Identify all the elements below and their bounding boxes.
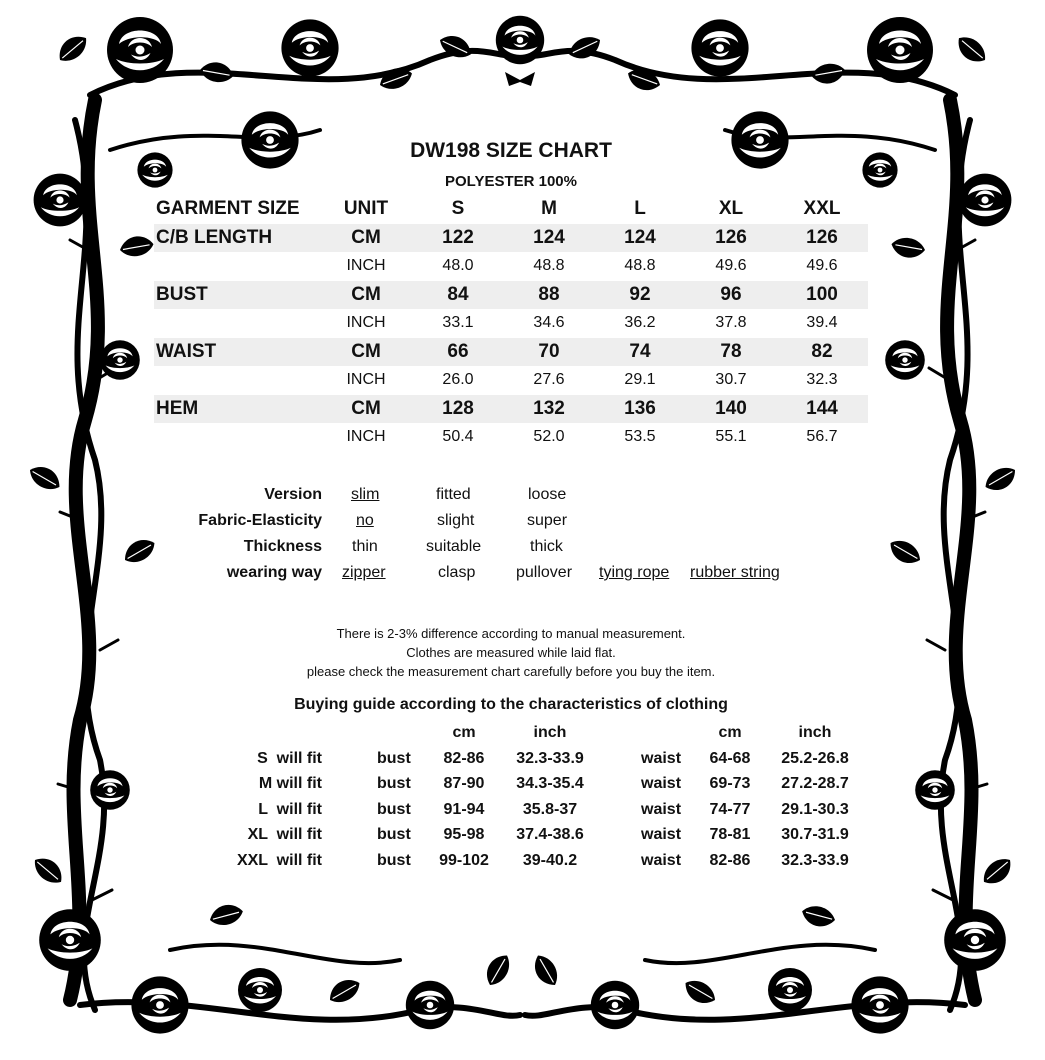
bust-label: bust (377, 749, 411, 767)
size-table-header (154, 195, 868, 224)
waist-inch: 29.1-30.3 (781, 800, 849, 818)
waist-label: waist (641, 826, 682, 843)
attribute-option-selected: tying rope (599, 564, 670, 581)
waist-cm: 69-73 (709, 775, 751, 792)
bust-label: bust (377, 800, 411, 818)
table-row (154, 395, 868, 424)
value-cell: 50.4 (442, 428, 474, 445)
value-cell: 49.6 (806, 257, 838, 274)
header-size: XXL (803, 198, 841, 219)
waist-label: waist (641, 749, 682, 767)
value-cell: 136 (624, 397, 656, 419)
measure-label: C/B LENGTH (156, 226, 273, 248)
value-cell: 30.7 (715, 371, 747, 388)
buying-guide-row (220, 748, 880, 774)
bust-cm: 99-102 (439, 851, 489, 869)
value-cell: 27.6 (533, 371, 565, 388)
unit-inch: INCH (346, 314, 386, 331)
bust-inch: 39-40.2 (522, 851, 578, 869)
waist-cm: 78-81 (709, 826, 751, 843)
table-row (154, 224, 868, 253)
bust-cm: 87-90 (443, 775, 485, 792)
unit-inch: INCH (346, 257, 386, 274)
attribute-label: Version (264, 486, 322, 503)
attribute-label: Thickness (243, 538, 322, 555)
buying-guide-row (220, 850, 880, 876)
unit-inch: INCH (346, 371, 386, 388)
bust-inch: 32.3-33.9 (516, 749, 584, 767)
measure-label: WAIST (156, 340, 217, 362)
bust-label: bust (377, 851, 411, 869)
attribute-option: thin (352, 538, 378, 555)
value-cell: 122 (442, 226, 474, 248)
size-fit: L will fit (258, 800, 322, 818)
value-cell: 26.0 (442, 371, 474, 388)
value-cell: 96 (720, 283, 742, 305)
value-cell: 128 (442, 397, 474, 419)
value-cell: 132 (533, 397, 565, 419)
size-fit: XL will fit (247, 826, 322, 843)
header-size: M (541, 198, 557, 219)
value-cell: 48.8 (624, 257, 656, 274)
size-fit: S will fit (257, 749, 322, 767)
table-row (154, 423, 868, 452)
header-unit: UNIT (343, 198, 389, 219)
value-cell: 53.5 (624, 428, 656, 445)
size-fit: M will fit (258, 775, 322, 792)
value-cell: 70 (538, 340, 560, 362)
attribute-wearing-way (150, 561, 850, 587)
unit-cm: CM (351, 397, 381, 419)
attribute-option-selected: zipper (342, 564, 386, 581)
table-row (154, 252, 868, 281)
value-cell: 144 (806, 397, 838, 419)
unit-inch: INCH (346, 428, 386, 445)
col-cm: cm (452, 724, 476, 741)
waist-cm: 64-68 (709, 749, 751, 767)
attribute-option: clasp (438, 564, 476, 581)
value-cell: 36.2 (624, 314, 656, 331)
size-fit: XXL will fit (236, 851, 322, 869)
waist-cm: 74-77 (709, 800, 751, 818)
value-cell: 55.1 (715, 428, 747, 445)
value-cell: 126 (806, 226, 838, 248)
attribute-label: Fabric-Elasticity (198, 512, 322, 529)
attribute-option: suitable (426, 538, 482, 555)
attribute-option-selected: rubber string (690, 564, 780, 581)
attribute-fabric-elasticity (150, 509, 850, 535)
buying-guide-header (220, 722, 880, 748)
bust-cm: 82-86 (443, 749, 485, 767)
size-table (154, 195, 868, 452)
attribute-option: super (527, 512, 568, 529)
table-row (154, 309, 868, 338)
col-inch: inch (798, 724, 832, 741)
attribute-option: pullover (516, 564, 573, 581)
measurement-note: Clothes are measured while laid flat. (406, 645, 616, 660)
bust-label: bust (377, 775, 411, 792)
value-cell: 88 (538, 283, 560, 305)
waist-label: waist (641, 800, 682, 818)
value-cell: 52.0 (533, 428, 565, 445)
attribute-option: slight (437, 512, 475, 529)
header-size: S (451, 198, 465, 219)
fabric-subtitle: POLYESTER 100% (444, 173, 577, 190)
bust-inch: 34.3-35.4 (516, 775, 584, 792)
value-cell: 126 (715, 226, 747, 248)
value-cell: 84 (447, 283, 469, 305)
value-cell: 66 (447, 340, 469, 362)
col-inch: inch (533, 724, 567, 741)
buying-guide-title: Buying guide according to the characteristics of clothing (294, 696, 728, 713)
header-size: XL (718, 198, 744, 219)
col-cm: cm (718, 724, 742, 741)
waist-cm: 82-86 (709, 851, 751, 869)
attribute-option: loose (528, 486, 567, 503)
unit-cm: CM (351, 283, 381, 305)
bust-inch: 35.8-37 (522, 800, 578, 818)
waist-inch: 30.7-31.9 (781, 826, 849, 843)
value-cell: 140 (715, 397, 747, 419)
measurement-note: There is 2-3% difference according to manual measurement. (336, 626, 686, 641)
measure-label: BUST (156, 283, 208, 305)
value-cell: 74 (629, 340, 651, 362)
waist-inch: 27.2-28.7 (781, 775, 849, 792)
header-garment-size: GARMENT SIZE (156, 198, 300, 219)
garment-attributes (150, 483, 850, 587)
waist-inch: 32.3-33.9 (781, 851, 849, 869)
bust-label: bust (377, 826, 411, 843)
attribute-version (150, 483, 850, 509)
buying-guide-row (220, 799, 880, 825)
value-cell: 56.7 (806, 428, 838, 445)
value-cell: 78 (720, 340, 742, 362)
attribute-thickness (150, 535, 850, 561)
table-row (154, 338, 868, 367)
value-cell: 37.8 (715, 314, 747, 331)
header-size: L (634, 198, 646, 219)
table-row (154, 366, 868, 395)
measure-label: HEM (156, 397, 199, 419)
value-cell: 49.6 (715, 257, 747, 274)
value-cell: 92 (629, 283, 651, 305)
value-cell: 29.1 (624, 371, 656, 388)
attribute-label: wearing way (226, 564, 322, 581)
value-cell: 124 (624, 226, 656, 248)
buying-guide (220, 722, 880, 875)
waist-label: waist (641, 775, 682, 792)
value-cell: 32.3 (806, 371, 838, 388)
bust-inch: 37.4-38.6 (516, 826, 584, 843)
value-cell: 39.4 (806, 314, 838, 331)
bust-cm: 91-94 (443, 800, 485, 818)
value-cell: 34.6 (533, 314, 565, 331)
buying-guide-row (220, 824, 880, 850)
attribute-option: thick (530, 538, 563, 555)
value-cell: 48.0 (442, 257, 474, 274)
attribute-option: fitted (436, 486, 471, 503)
waist-inch: 25.2-26.8 (781, 749, 849, 767)
value-cell: 82 (811, 340, 833, 362)
buying-guide-row (220, 773, 880, 799)
unit-cm: CM (351, 340, 381, 362)
value-cell: 124 (533, 226, 565, 248)
attribute-option-selected: slim (351, 486, 380, 503)
measurement-note: please check the measurement chart carefully before you buy the item. (306, 664, 716, 679)
value-cell: 48.8 (533, 257, 565, 274)
unit-cm: CM (351, 226, 381, 248)
chart-title: DW198 SIZE CHART (410, 139, 612, 162)
table-row (154, 281, 868, 310)
waist-label: waist (641, 851, 682, 869)
value-cell: 100 (806, 283, 838, 305)
attribute-option-selected: no (356, 512, 374, 529)
bust-cm: 95-98 (443, 826, 485, 843)
value-cell: 33.1 (442, 314, 474, 331)
